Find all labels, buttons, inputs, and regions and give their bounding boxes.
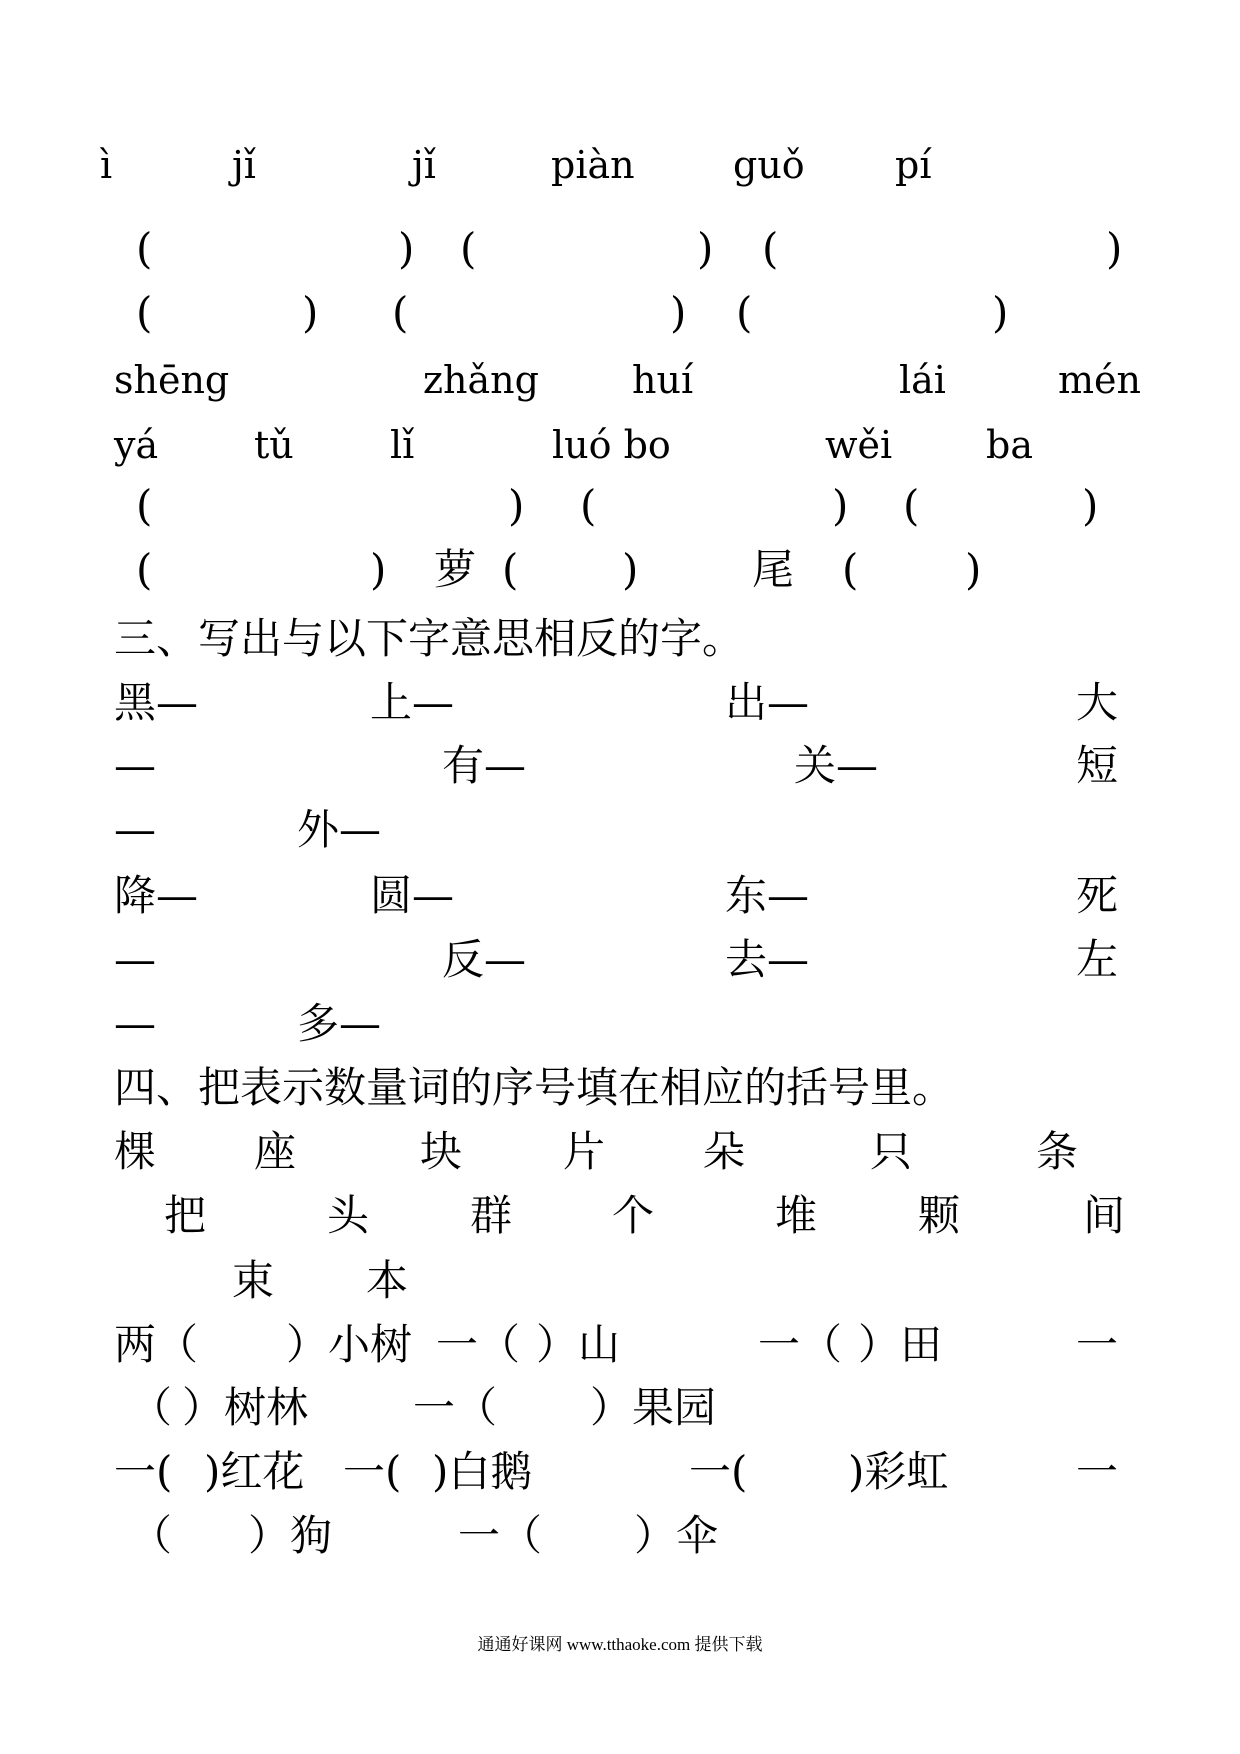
measure-word: 间 <box>1083 1191 1126 1240</box>
pinyin: piàn <box>551 143 635 187</box>
measure-word: 把 <box>164 1191 207 1240</box>
paren: ( <box>580 481 597 530</box>
antonym-item: 短 <box>1076 741 1119 790</box>
pinyin-row-2 <box>0 347 1240 413</box>
measure-words-row-3 <box>0 1248 1240 1314</box>
fill-item: )红花 <box>204 1447 305 1496</box>
antonym-line-6 <box>0 991 1240 1057</box>
fill-item: 一 <box>1076 1447 1119 1496</box>
fill-item: 一（ <box>458 1511 543 1560</box>
antonym-item: 反— <box>442 935 527 984</box>
measure-words-row-2 <box>0 1183 1240 1249</box>
paren: ) <box>370 545 387 594</box>
paren: ) <box>670 288 687 337</box>
pinyin-row-1 <box>0 132 1240 198</box>
fill-item: ）山 <box>536 1320 621 1369</box>
antonym-item: 外— <box>297 805 382 854</box>
antonym-item: 左 <box>1076 935 1119 984</box>
measure-word: 棵 <box>114 1127 157 1176</box>
fill-item: 一( <box>343 1447 402 1496</box>
fill-item: （ <box>130 1383 173 1432</box>
paren: ( <box>136 545 153 594</box>
measure-word: 座 <box>254 1127 297 1176</box>
pinyin: ì <box>100 143 113 187</box>
paren: ) <box>992 288 1009 337</box>
fill-item: 一（ <box>758 1320 843 1369</box>
antonym-item: — <box>114 741 156 790</box>
fill-row-2 <box>0 1375 1240 1441</box>
pinyin: lǐ <box>390 423 415 467</box>
fill-item: 两（ <box>114 1320 199 1369</box>
paren: ) <box>832 481 849 530</box>
measure-word: 颗 <box>918 1191 961 1240</box>
paren-row-4 <box>0 537 1240 603</box>
paren: ) <box>508 481 525 530</box>
antonym-line-3 <box>0 797 1240 863</box>
char: 尾 <box>752 545 795 594</box>
fill-row-4 <box>0 1503 1240 1569</box>
pinyin: zhǎng <box>423 358 539 402</box>
paren: ( <box>136 224 153 273</box>
fill-item: 一( <box>114 1447 173 1496</box>
pinyin: jǐ <box>232 143 256 187</box>
pinyin: lái <box>899 358 946 402</box>
paren-row-3 <box>0 473 1240 539</box>
measure-word: 条 <box>1036 1127 1079 1176</box>
paren: ( <box>502 545 519 594</box>
page-footer: 通通好课网 www.tthaoke.com 提供下载 <box>477 1635 763 1654</box>
paren: ( <box>842 545 859 594</box>
pinyin: wěi <box>825 423 893 467</box>
antonym-line-2 <box>0 733 1240 799</box>
fill-item: ）小树 <box>286 1320 413 1369</box>
paren: ) <box>302 288 319 337</box>
antonym-item: 大 <box>1076 678 1119 727</box>
pinyin: luó bo <box>552 423 671 467</box>
fill-row-3 <box>0 1439 1240 1505</box>
pinyin-row-3 <box>0 412 1240 478</box>
pinyin: huí <box>632 358 694 402</box>
measure-words-row-1 <box>0 1119 1240 1185</box>
paren: ) <box>622 545 639 594</box>
pinyin: mén <box>1058 358 1141 402</box>
heading-text: 四、把表示数量词的序号填在相应的括号里。 <box>114 1063 955 1112</box>
paren: ( <box>903 481 920 530</box>
antonym-item: 黑— <box>114 678 199 727</box>
measure-word: 片 <box>563 1127 606 1176</box>
paren: ( <box>460 224 477 273</box>
fill-item: 一（ <box>436 1320 521 1369</box>
paren: ( <box>762 224 779 273</box>
antonym-item: 圆— <box>370 871 455 920</box>
paren-row-1 <box>0 216 1240 282</box>
measure-word: 束 <box>232 1256 275 1305</box>
char: 萝 <box>434 545 477 594</box>
fill-item: )白鹅 <box>432 1447 533 1496</box>
antonym-item: 东— <box>725 871 810 920</box>
antonym-item: 有— <box>442 741 527 790</box>
antonym-line-4 <box>0 863 1240 929</box>
pinyin: yá <box>114 423 159 467</box>
measure-word: 朵 <box>703 1127 746 1176</box>
fill-item: 一( <box>689 1447 748 1496</box>
fill-item: )彩虹 <box>848 1447 949 1496</box>
measure-word: 本 <box>366 1256 409 1305</box>
section-4-heading <box>0 1055 1240 1121</box>
paren: ) <box>965 545 982 594</box>
pinyin: guǒ <box>733 143 805 187</box>
antonym-item: 上— <box>370 678 455 727</box>
antonym-item: 死 <box>1076 871 1119 920</box>
pinyin: pí <box>895 143 932 187</box>
measure-word: 群 <box>470 1191 513 1240</box>
antonym-item: 出— <box>725 678 810 727</box>
section-3-heading <box>0 606 1240 672</box>
pinyin: shēng <box>114 358 230 402</box>
measure-word: 个 <box>612 1191 655 1240</box>
pinyin: tǔ <box>254 423 294 467</box>
antonym-item: 多— <box>297 999 382 1048</box>
paren: ) <box>697 224 714 273</box>
antonym-item: 降— <box>114 871 199 920</box>
paren: ( <box>136 481 153 530</box>
fill-item: ）田 <box>858 1320 943 1369</box>
fill-item: 一（ <box>413 1383 498 1432</box>
paren: ( <box>736 288 753 337</box>
fill-item: ）果园 <box>590 1383 717 1432</box>
antonym-item: 关— <box>794 741 879 790</box>
fill-item: ）伞 <box>634 1511 719 1560</box>
fill-item: 一 <box>1076 1320 1119 1369</box>
measure-word: 只 <box>870 1127 913 1176</box>
paren: ( <box>136 288 153 337</box>
antonym-item: — <box>114 999 156 1048</box>
paren: ) <box>1082 481 1099 530</box>
measure-word: 堆 <box>775 1191 818 1240</box>
paren: ) <box>398 224 415 273</box>
measure-word: 头 <box>327 1191 370 1240</box>
paren: ) <box>1106 224 1123 273</box>
measure-word: 块 <box>420 1127 463 1176</box>
fill-item: ）狗 <box>248 1511 333 1560</box>
pinyin: ba <box>986 423 1033 467</box>
fill-row-1 <box>0 1312 1240 1378</box>
pinyin: jǐ <box>412 143 436 187</box>
antonym-item: — <box>114 805 156 854</box>
antonym-line-1 <box>0 670 1240 736</box>
heading-text: 三、写出与以下字意思相反的字。 <box>114 614 745 663</box>
antonym-line-5 <box>0 927 1240 993</box>
fill-item: （ <box>130 1511 173 1560</box>
paren-row-2 <box>0 280 1240 346</box>
paren: ( <box>392 288 409 337</box>
fill-item: ）树林 <box>182 1383 309 1432</box>
antonym-item: 去— <box>725 935 810 984</box>
antonym-item: — <box>114 935 156 984</box>
